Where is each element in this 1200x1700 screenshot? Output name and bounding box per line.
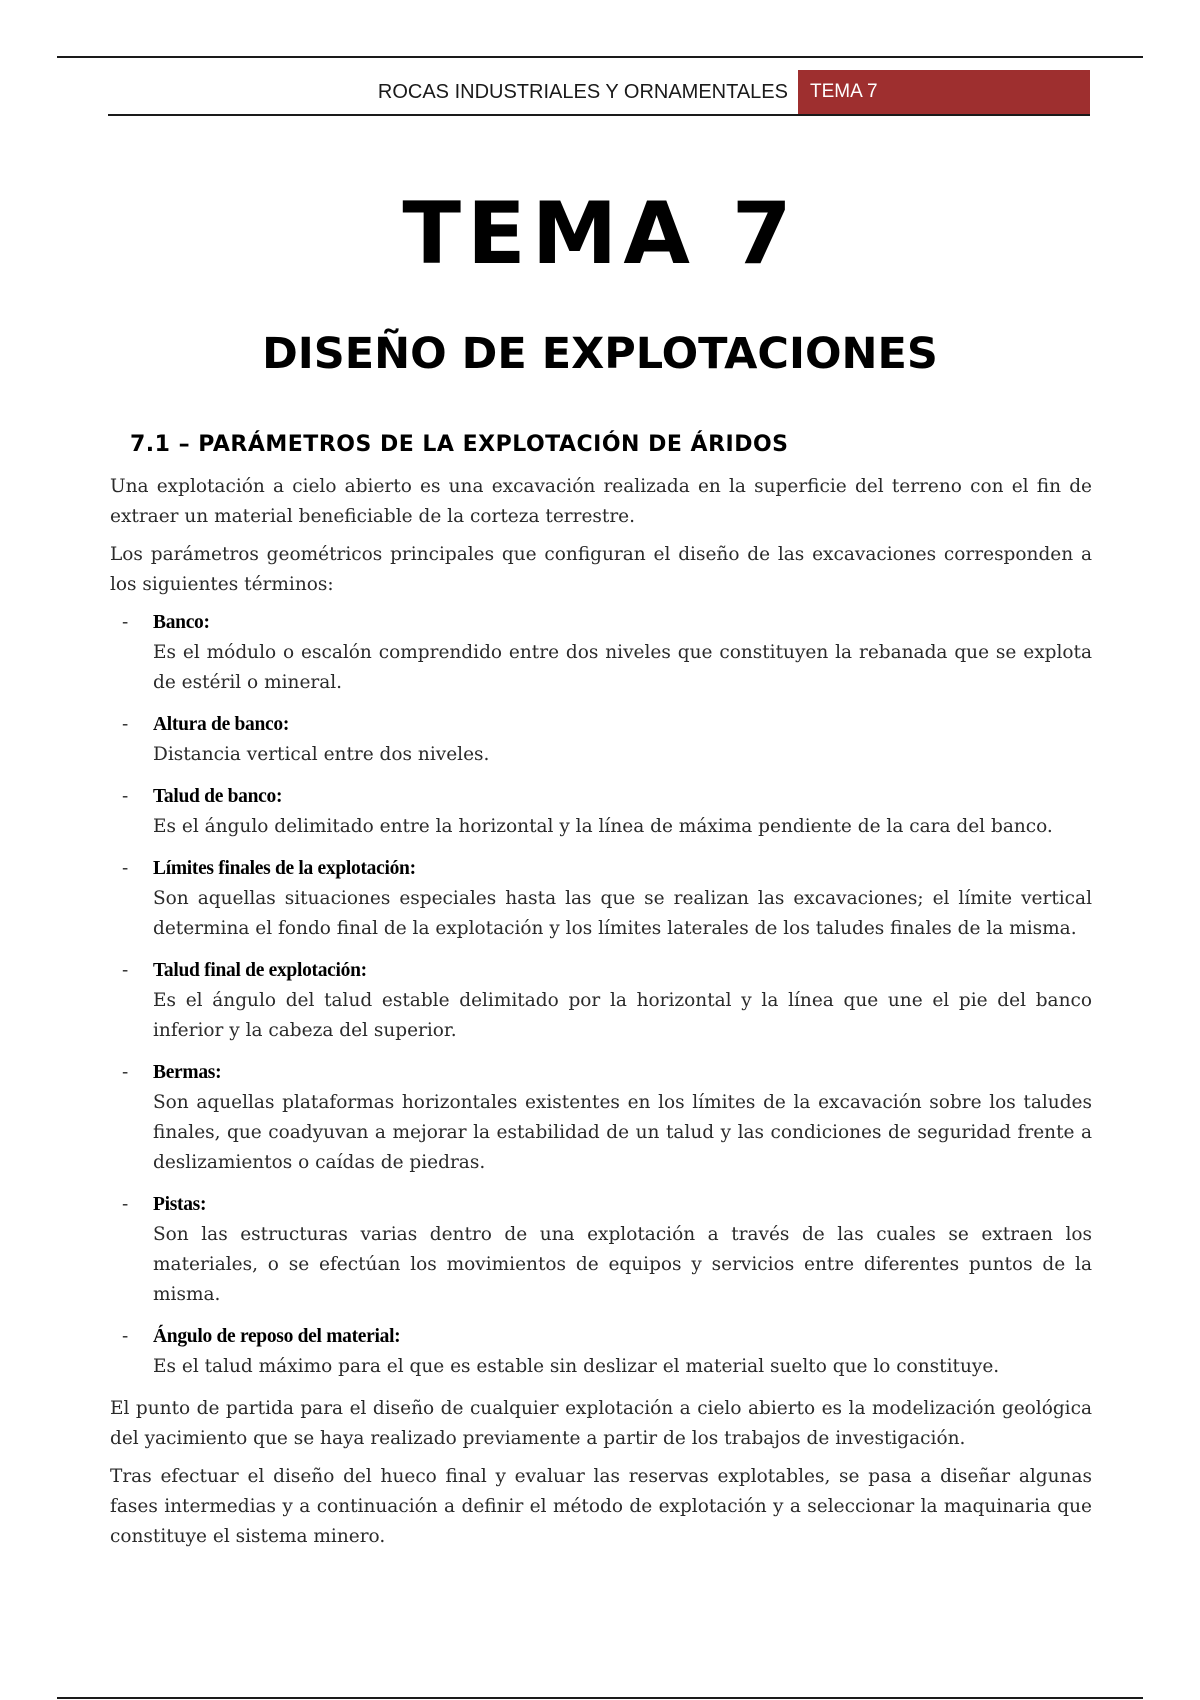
section-heading: 7.1 – PARÁMETROS DE LA EXPLOTACIÓN DE ÁRIDOS — [130, 432, 789, 457]
top-rule — [57, 56, 1143, 58]
list-item — [110, 1322, 1092, 1382]
list-item — [110, 782, 1092, 842]
bullet-dash: - — [122, 786, 129, 807]
chapter-badge: TEMA 7 — [798, 70, 1090, 114]
bullet-dash: - — [122, 714, 129, 735]
term-definition: Es el ángulo delimitado entre la horizontal y la línea de máxima pendiente de la cara del banco. — [153, 816, 1053, 837]
term-definition: Son aquellas plataformas horizontales existentes en los límites de la excavación sobre los taludes finales, que coadyuvan a mejorar la estabilidad de un talud y las condiciones de seguridad frente a deslizamientos o caídas de piedras. — [153, 1092, 1092, 1173]
list-item — [110, 1190, 1092, 1310]
term-definition: Es el módulo o escalón comprendido entre dos niveles que constituyen la rebanada que se explota de estéril o mineral. — [153, 642, 1092, 693]
term-definition: Son las estructuras varias dentro de una explotación a través de las cuales se extraen los materiales, o se efectúan los movimientos de equipos y servicios entre diferentes puntos de la misma. — [153, 1224, 1092, 1305]
term-definition: Es el talud máximo para el que es estable sin deslizar el material suelto que lo constituye. — [153, 1356, 1000, 1377]
running-title: ROCAS INDUSTRIALES Y ORNAMENTALES — [377, 81, 788, 103]
closing-paragraph: El punto de partida para el diseño de cualquier explotación a cielo abierto es la modelización geológica del yacimiento que se haya realizado previamente a partir de los trabajos de investigación. — [110, 1398, 1092, 1449]
term-definition: Distancia vertical entre dos niveles. — [153, 744, 490, 765]
chapter-title: TEMA 7 — [402, 184, 798, 284]
terms-list — [110, 608, 1092, 1382]
term-name: Ángulo de reposo del material: — [153, 1326, 401, 1347]
list-item — [110, 956, 1092, 1046]
term-name: Pistas: — [153, 1194, 207, 1215]
intro-paragraph: Una explotación a cielo abierto es una excavación realizada en la superficie del terreno con el fin de extraer un material beneficiable de la corteza terrestre. — [110, 476, 1092, 527]
term-name: Talud final de explotación: — [153, 960, 367, 981]
bullet-dash: - — [122, 1326, 129, 1347]
bullet-dash: - — [122, 960, 129, 981]
list-item — [110, 710, 1092, 770]
term-name: Banco: — [153, 612, 210, 633]
term-name: Bermas: — [153, 1062, 222, 1083]
term-definition: Son aquellas situaciones especiales hasta las que se realizan las excavaciones; el límite vertical determina el fondo final de la explotación y los límites laterales de los taludes finales de la misma. — [153, 888, 1092, 939]
term-name: Talud de banco: — [153, 786, 283, 807]
term-definition: Es el ángulo del talud estable delimitado por la horizontal y la línea que une el pie del banco inferior y la cabeza del superior. — [153, 990, 1092, 1041]
running-header — [108, 70, 1090, 116]
bottom-rule — [57, 1697, 1143, 1699]
bullet-dash: - — [122, 612, 129, 633]
term-name: Límites finales de la explotación: — [153, 858, 416, 879]
intro-paragraph: Los parámetros geométricos principales que configuran el diseño de las excavaciones corresponden a los siguientes términos: — [110, 544, 1092, 595]
closing-paragraph: Tras efectuar el diseño del hueco final y evaluar las reservas explotables, se pasa a diseñar algunas fases intermedias y a continuación a definir el método de explotación y a seleccionar la maquinaria que constituye el sistema minero. — [110, 1466, 1092, 1547]
bullet-dash: - — [122, 858, 129, 879]
bullet-dash: - — [122, 1194, 129, 1215]
chapter-subtitle: DISEÑO DE EXPLOTACIONES — [262, 329, 938, 379]
main-content — [110, 428, 1092, 1560]
list-item — [110, 1058, 1092, 1178]
term-name: Altura de banco: — [153, 714, 290, 735]
list-item — [110, 608, 1092, 698]
list-item — [110, 854, 1092, 944]
bullet-dash: - — [122, 1062, 129, 1083]
